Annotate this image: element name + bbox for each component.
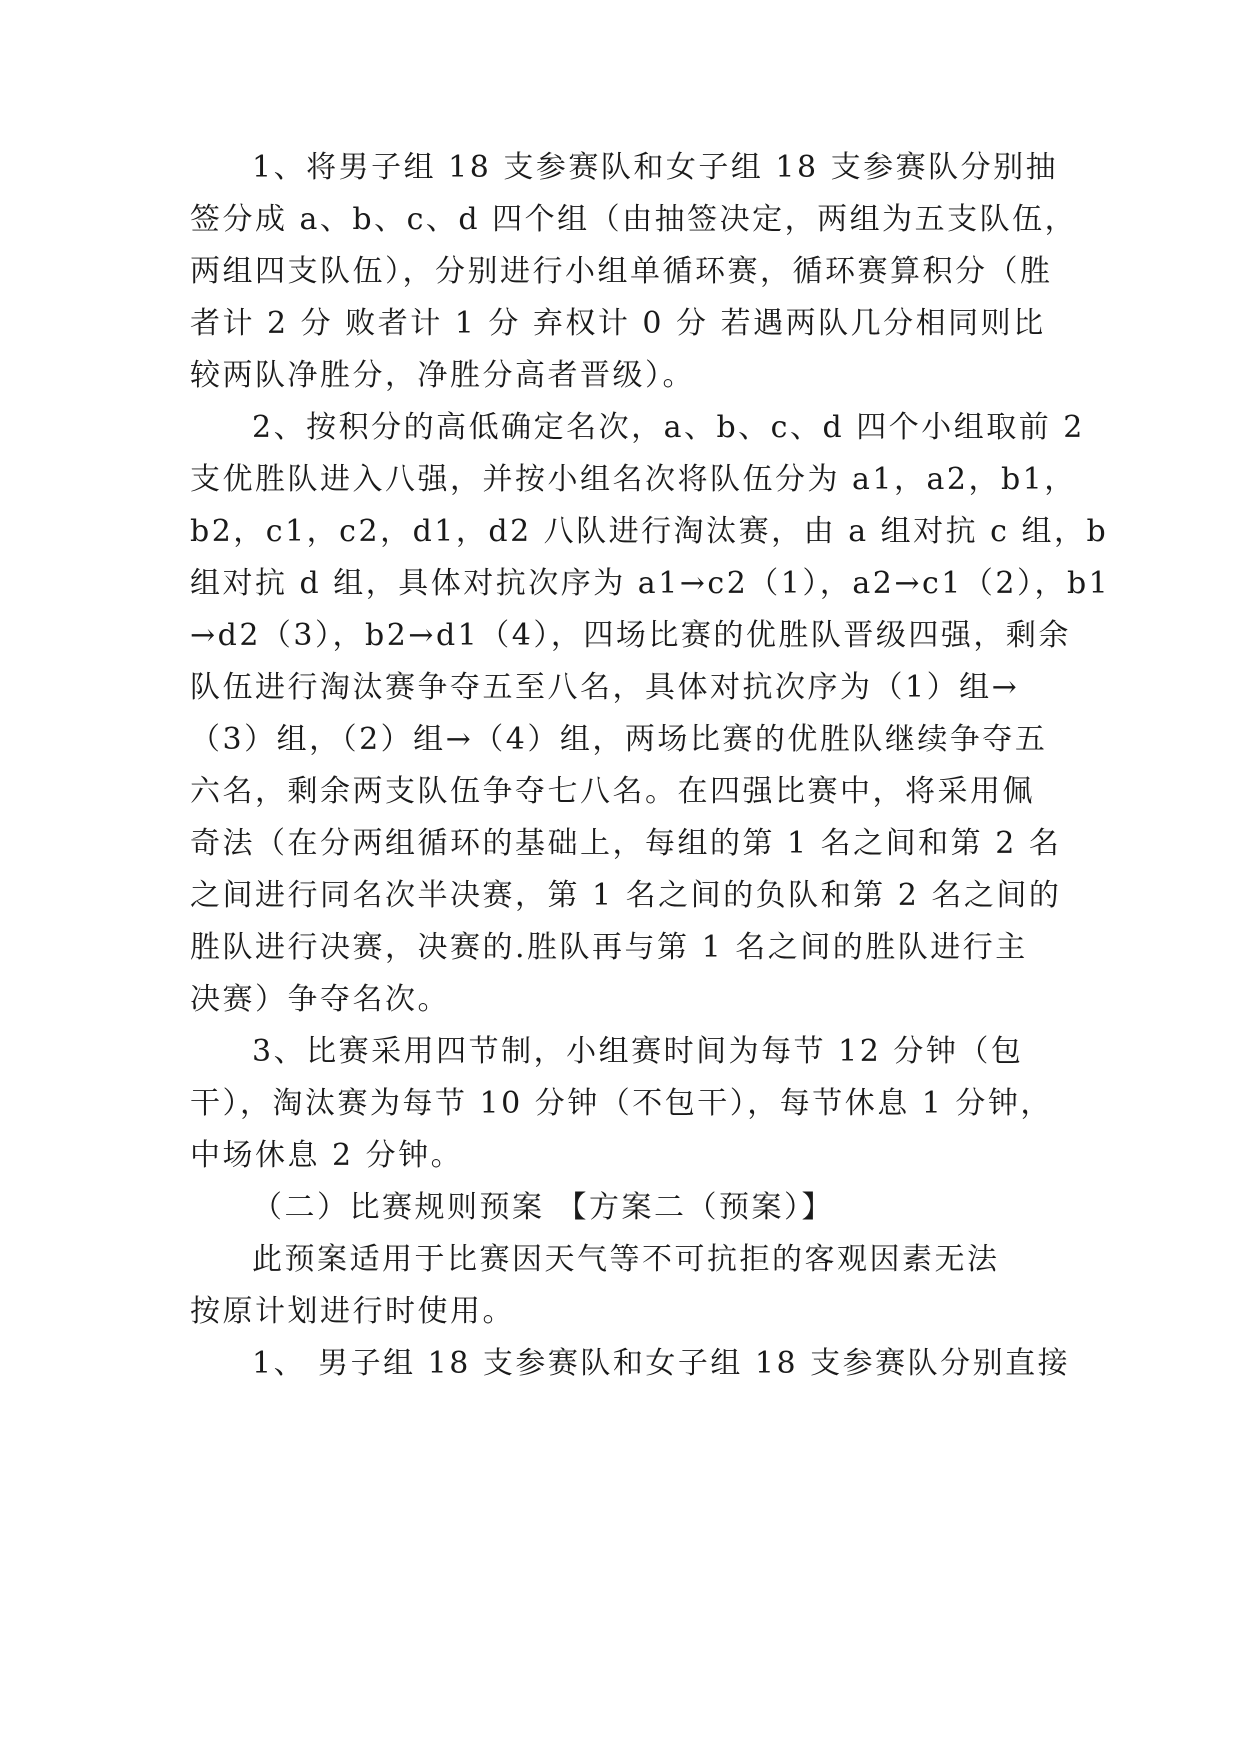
rule2-line12: 决赛）争夺名次。 xyxy=(190,982,450,1017)
rule2-line11: 胜队进行决赛，决赛的.胜队再与第 1 名之间的胜队进行主 xyxy=(190,930,1028,965)
rule2-line2: 支优胜队进入八强，并按小组名次将队伍分为 a1，a2，b1， xyxy=(190,462,1077,497)
rule2-line1: 2、按积分的高低确定名次，a、b、c、d 四个小组取前 2 xyxy=(252,410,1085,445)
rule1-line3: 两组四支队伍），分别进行小组单循环赛，循环赛算积分（胜 xyxy=(190,254,1053,289)
contingency-line2: 按原计划进行时使用。 xyxy=(190,1294,515,1329)
rule1-line5: 较两队净胜分，净胜分高者晋级）。 xyxy=(190,358,695,393)
rule3-line2: 干），淘汰赛为每节 10 分钟（不包干），每节休息 1 分钟， xyxy=(190,1086,1053,1121)
rule2-line3: b2，c1，c2，d1，d2 八队进行淘汰赛，由 a 组对抗 c 组，b xyxy=(190,514,1109,549)
rule1-line1: 1、将男子组 18 支参赛队和女子组 18 支参赛队分别抽 xyxy=(252,150,1059,185)
rule1-line4: 者计 2 分 败者计 1 分 弃权计 0 分 若遇两队几分相同则比 xyxy=(190,306,1046,341)
rule2-line7: （3）组，（2）组→（4）组，两场比赛的优胜队继续争夺五 xyxy=(190,722,1048,757)
rule1-line2: 签分成 a、b、c、d 四个组（由抽签决定，两组为五支队伍， xyxy=(190,202,1078,237)
rule3-line3: 中场休息 2 分钟。 xyxy=(190,1138,464,1173)
section-heading: （二）比赛规则预案 【方案二（预案）】 xyxy=(252,1190,835,1225)
rule3-line1: 3、比赛采用四节制，小组赛时间为每节 12 分钟（包 xyxy=(252,1034,1024,1069)
plan2-rule1-line1: 1、 男子组 18 支参赛队和女子组 18 支参赛队分别直接 xyxy=(252,1346,1071,1381)
rule2-line8: 六名，剩余两支队伍争夺七八名。在四强比赛中，将采用佩 xyxy=(190,774,1035,809)
rule2-line4: 组对抗 d 组，具体对抗次序为 a1→c2（1），a2→c1（2），b1 xyxy=(190,566,1111,601)
rule2-line10: 之间进行同名次半决赛，第 1 名之间的负队和第 2 名之间的 xyxy=(190,878,1062,913)
rule2-line6: 队伍进行淘汰赛争夺五至八名，具体对抗次序为（1）组→ xyxy=(190,670,1020,705)
rule2-line9: 奇法（在分两组循环的基础上，每组的第 1 名之间和第 2 名 xyxy=(190,826,1062,861)
contingency-line1: 此预案适用于比赛因天气等不可抗拒的客观因素无法 xyxy=(252,1242,1000,1277)
rule2-line5: →d2（3），b2→d1（4），四场比赛的优胜队晋级四强，剩余 xyxy=(190,618,1071,653)
